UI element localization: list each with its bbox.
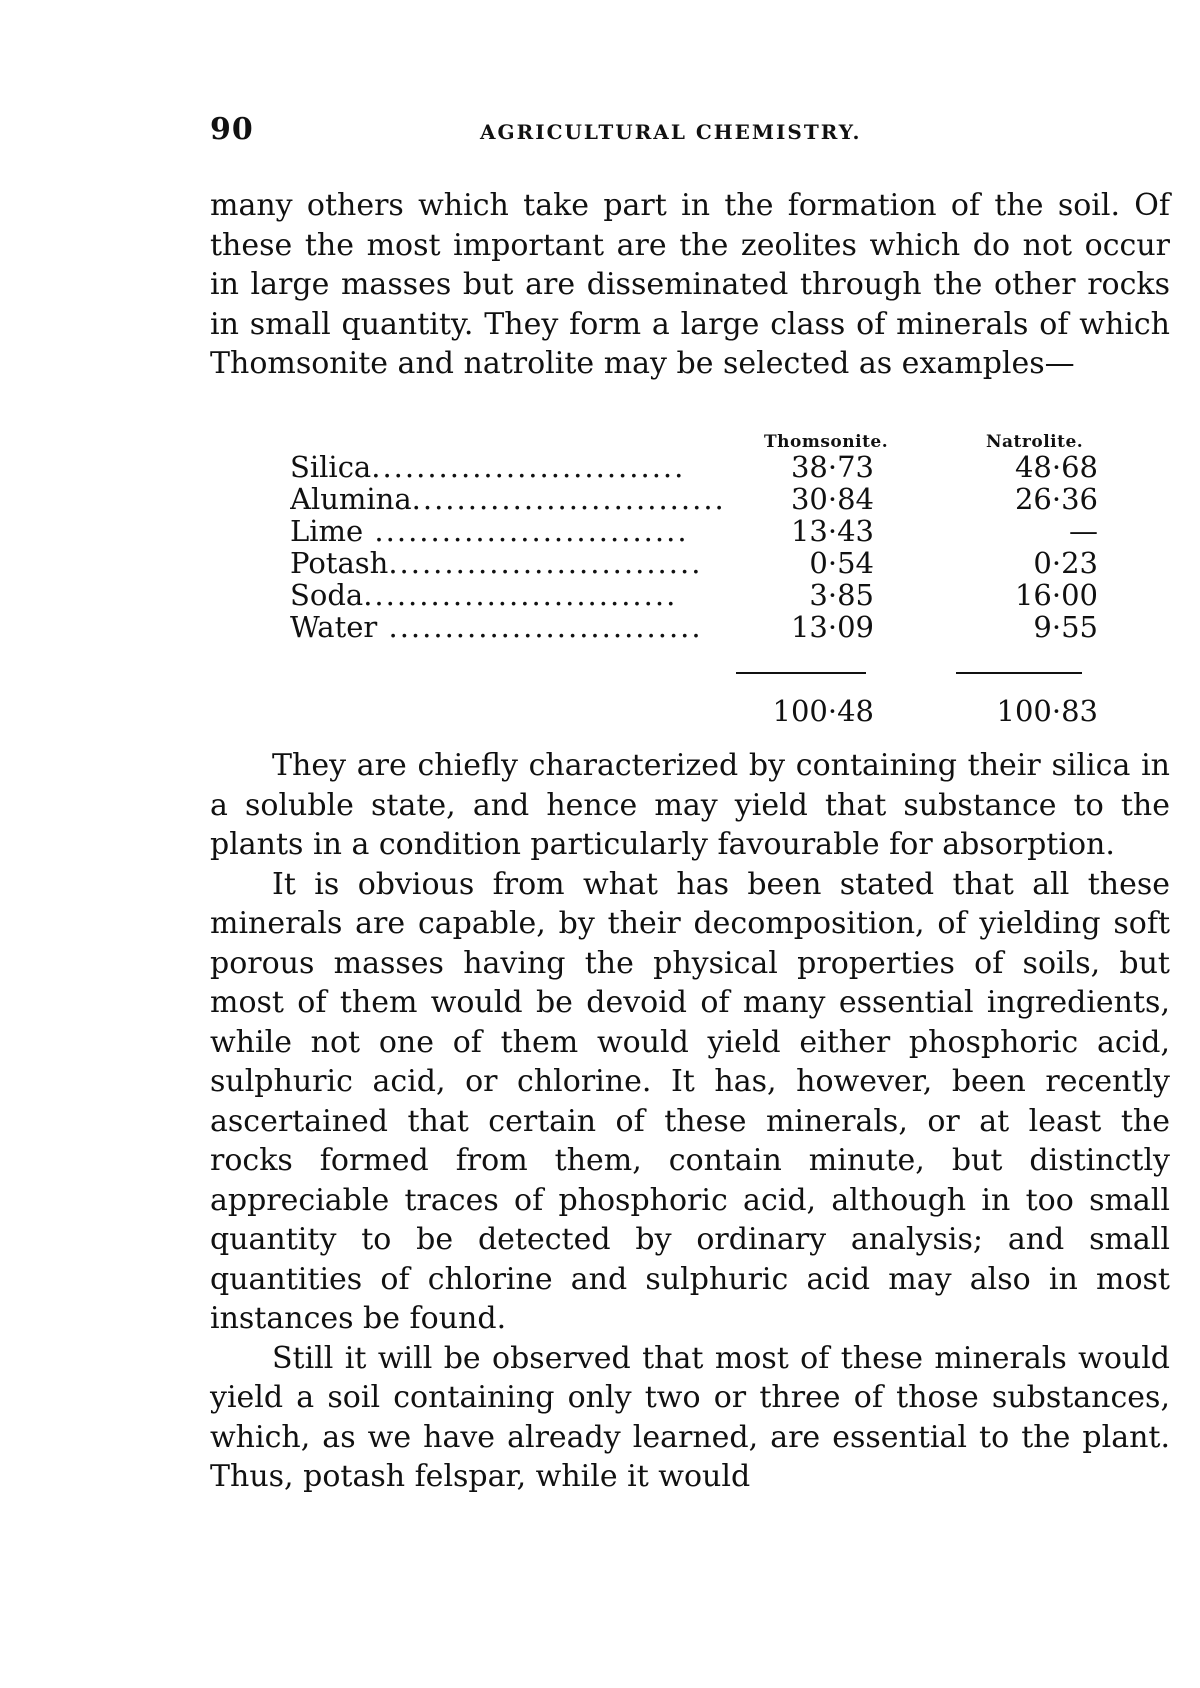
table-row	[290, 546, 1098, 580]
thomsonite-value: 13·43	[790, 514, 874, 548]
thomsonite-value: 13·09	[790, 610, 874, 644]
row-label: Silica............................	[290, 450, 686, 484]
running-head: AGRICULTURAL CHEMISTRY.	[480, 120, 862, 144]
row-label: Water ............................	[290, 610, 703, 644]
natrolite-value: 16·00	[1014, 578, 1098, 612]
sum-rule-natrolite	[956, 672, 1082, 674]
thomsonite-value: 30·84	[790, 482, 874, 516]
table-row	[290, 578, 1098, 612]
natrolite-value: —	[1069, 514, 1098, 548]
thomsonite-value: 38·73	[790, 450, 874, 484]
row-label: Potash............................	[290, 546, 703, 580]
natrolite-value: 9·55	[1033, 610, 1098, 644]
paragraph-intro: many others which take part in the formation of the soil. Of these the most important are the zeolites which do not occur in large masses but are disseminated through the other rocks in small quantity. They form a large class of minerals of which Thomsonite and natrolite may be selected as examples—	[210, 188, 1170, 381]
thomsonite-value: 3·85	[809, 578, 874, 612]
thomsonite-total: 100·48	[772, 694, 874, 728]
table-row	[290, 514, 1098, 548]
row-label: Soda............................	[290, 578, 678, 612]
natrolite-total: 100·83	[996, 694, 1098, 728]
thomsonite-value: 0·54	[809, 546, 874, 580]
paragraph-obvious: It is obvious from what has been stated that all these minerals are capable, by their decomposition, of yielding soft porous masses having the physical properties of soils, but most of them would be devoid of many essential ingredients, while not one of them would yield either phosphoric acid, sulphuric acid, or chlorine. It has, however, been recently ascertained that certain of these minerals, or at least the rocks formed from them, contain minute, but distinctly appreciable traces of phosphoric acid, although in too small quantity to be detected by ordinary analysis; and small quantities of chlorine and sulphuric acid may also in most instances be found.	[210, 866, 1170, 1336]
row-label: Lime ............................	[290, 514, 689, 548]
table-row	[290, 482, 1098, 516]
natrolite-value: 0·23	[1033, 546, 1098, 580]
paragraph-still: Still it will be observed that most of these minerals would yield a soil containing only two or three of those substances, which, as we have already learned, are essential to the plant. Thus, potash felspar, while it would	[210, 1340, 1170, 1494]
page-header	[210, 112, 1170, 152]
column-header-thomsonite: Thomsonite.	[764, 432, 889, 452]
natrolite-value: 48·68	[1014, 450, 1098, 484]
page-number: 90	[210, 112, 254, 147]
intro-block	[210, 186, 1170, 384]
body-block	[210, 746, 1170, 1497]
paragraph-soluble: They are chiefly characterized by containing their silica in a soluble state, and hence may yield that substance to the plants in a condition particularly favourable for absorption.	[210, 748, 1170, 862]
table-row	[290, 610, 1098, 644]
column-header-natrolite: Natrolite.	[986, 432, 1084, 452]
sum-rule-thomsonite	[736, 672, 866, 674]
natrolite-value: 26·36	[1014, 482, 1098, 516]
table-row	[290, 450, 1098, 484]
row-label: Alumina............................	[290, 482, 726, 516]
